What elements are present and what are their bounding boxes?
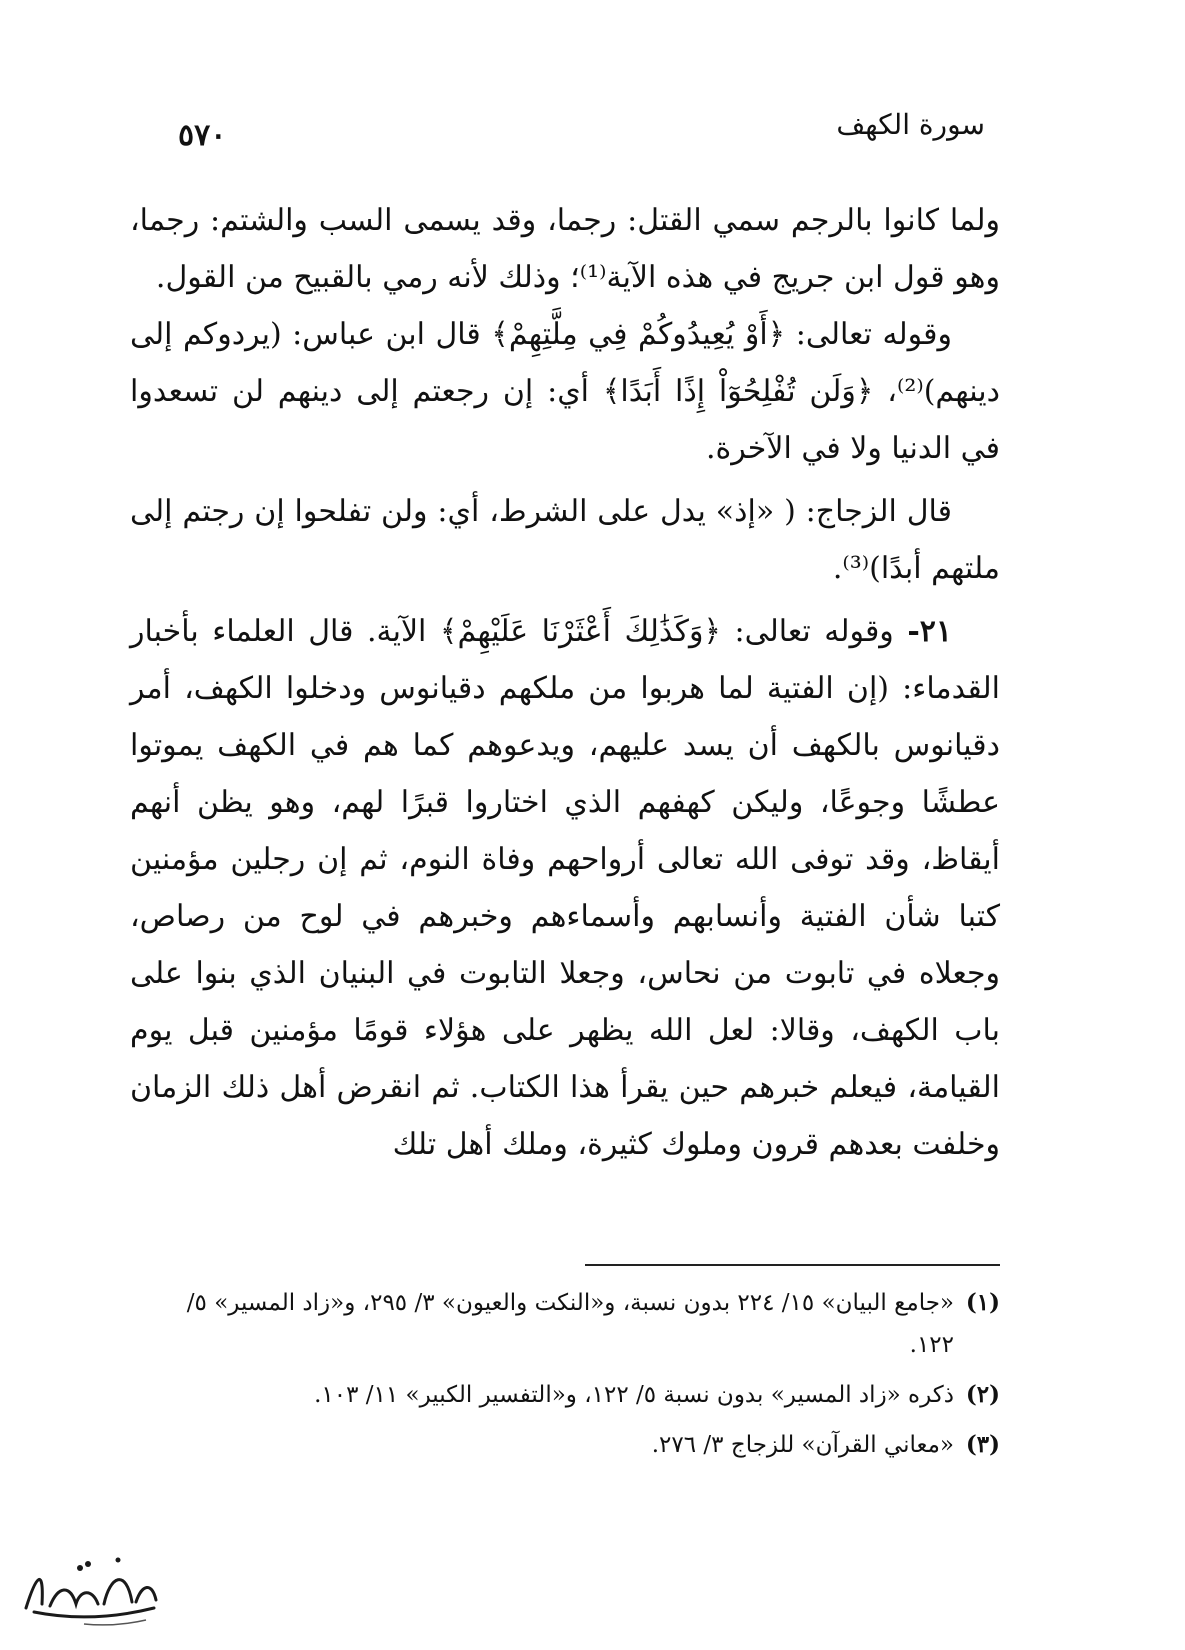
running-head: [178, 108, 985, 158]
page-number: ٥٧٠: [178, 118, 227, 153]
verse-text: وقوله تعالى: ﴿وَكَذَٰلِكَ أَعْثَرْنَا عَلَيْهِمْ﴾ الآية. قال العلماء بأخبار القدماء: (إن الفتية لما هربوا من ملكهم دقيانوس ودخلوا الكهف، أمر دقيانوس بالكهف أن يسد عليهم، ويدعوهم كما هم في الكهف يموتوا عطشًا وجوعًا، وليكن كهفهم الذي اختاروا قبرًا لهم، وهو يظن أنهم أيقاظ، وقد توفى الله تعالى أرواحهم وفاة النوم، ثم إن رجلين مؤمنين كتبا شأن الفتية وأنسابهم وأسماءهم وخبرهم في لوح من رصاص، وجعلاه في تابوت من نحاس، وجعلا التابوت في البنيان الذي بنوا على باب الكهف، وقالا: لعل الله يظهر على هؤلاء قومًا مؤمنين قبل يوم القيامة، فيعلم خبرهم حين يقرأ هذا الكتاب. ثم انقرض أهل ذلك الزمان وخلفت بعدهم قرون وملوك كثيرة، وملك أهل تلك: [130, 614, 1000, 1162]
library-stamp-icon: [14, 1546, 164, 1630]
footnote-2: [175, 1374, 1000, 1416]
paragraph-2: وقوله تعالى: ﴿أَوْ يُعِيدُوكُمْ فِي مِلَّتِهِمْ﴾ قال ابن عباس: (يردوكم إلى دينهم)⁽²⁾، ﴿وَلَن تُفْلِحُوٓاْ إِذًا أَبَدًا﴾ أي: إن رجعتم إلى دينهم لن تسعدوا في الدنيا ولا في الآخرة.: [130, 317, 1000, 466]
main-text: [130, 192, 1000, 1173]
verse-commentary: [130, 603, 1000, 1173]
footnote-1: [175, 1282, 1000, 1366]
verse-number: ٢١-: [907, 614, 952, 649]
footnote-3: [175, 1424, 1000, 1466]
footnote-number: (١): [965, 1289, 1000, 1316]
footnote-number: (٢): [965, 1381, 1000, 1408]
footnote-text: «جامع البيان» ١٥/ ٢٢٤ بدون نسبة، و«النكت والعيون» ٣/ ٢٩٥، و«زاد المسير» ٥/ ١٢٢.: [186, 1290, 954, 1358]
footnote-text: ذكره «زاد المسير» بدون نسبة ٥/ ١٢٢، و«التفسير الكبير» ١١/ ١٠٣.: [314, 1382, 954, 1408]
running-title: سورة الكهف: [836, 108, 985, 141]
footnote-text: «معاني القرآن» للزجاج ٣/ ٢٧٦.: [651, 1432, 954, 1458]
footnote-number: (٣): [965, 1431, 1000, 1458]
footnote-divider: [585, 1264, 1000, 1266]
paragraph-1: ولما كانوا بالرجم سمي القتل: رجما، وقد يسمى السب والشتم: رجما، وهو قول ابن جريج في هذه الآية⁽¹⁾؛ وذلك لأنه رمي بالقبيح من القول.: [130, 203, 1000, 295]
paragraph-3: قال الزجاج: ( «إذ» يدل على الشرط، أي: ولن تفلحوا إن رجتم إلى ملتهم أبدًا)⁽³⁾.: [130, 494, 1000, 586]
footnotes: [175, 1282, 1000, 1474]
